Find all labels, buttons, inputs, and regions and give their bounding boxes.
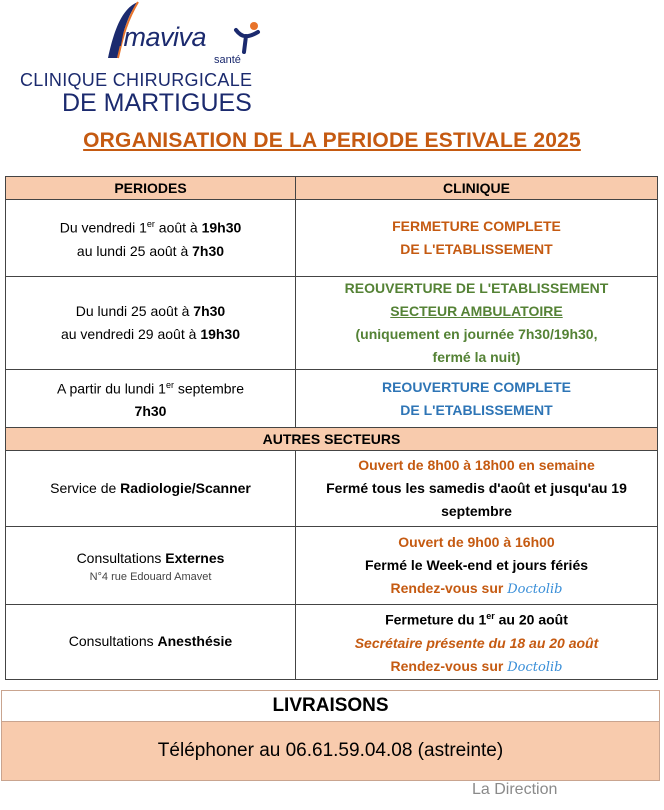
clinic-cell <box>296 200 658 277</box>
hours-text: septembre <box>441 503 512 519</box>
superscript: er <box>146 219 155 230</box>
service-name: Radiologie/Scanner <box>120 480 251 496</box>
header-periodes: PERIODES <box>6 177 296 200</box>
signature: La Direction <box>472 781 558 798</box>
hours-text: Ouvert de 9h00 à 16h00 <box>398 533 555 550</box>
table-row <box>6 277 658 370</box>
secretary-text: Secrétaire présente du 18 au 20 août <box>354 634 599 651</box>
clinic-cell <box>296 277 658 370</box>
table-row <box>6 200 658 277</box>
period-text: Du lundi 25 août à <box>75 303 194 319</box>
hours-text: Fermé tous les samedis d'août et jusqu'au 19 <box>326 480 627 496</box>
period-cell <box>6 277 296 370</box>
service-label: Consultations <box>76 550 166 566</box>
status-text: (uniquement en journée 7h30/19h30, <box>355 326 598 342</box>
service-cell <box>6 451 296 527</box>
period-text: septembre <box>173 380 245 397</box>
status-text: FERMETURE COMPLETE <box>392 218 561 234</box>
hours-text: Ouvert de 8h00 à 18h00 en semaine <box>358 457 595 473</box>
service-label: Consultations <box>68 633 158 650</box>
period-time: 7h30 <box>192 242 225 259</box>
table-row <box>6 605 658 680</box>
table-row <box>6 451 658 527</box>
status-text: SECTEUR AMBULATOIRE <box>390 303 563 319</box>
status-text: fermé la nuit) <box>432 349 521 365</box>
service-cell <box>6 527 296 605</box>
doctolib-link[interactable]: Doctolib <box>507 659 563 675</box>
superscript: er <box>486 611 495 621</box>
status-text: REOUVERTURE COMPLETE <box>381 378 571 395</box>
table-row <box>6 527 658 605</box>
status-text: REOUVERTURE DE L'ETABLISSEMENT <box>344 280 609 296</box>
appointment-text: Rendez-vous sur <box>390 579 508 596</box>
service-address: N°4 rue Edouard Amavet <box>89 571 212 583</box>
service-cell <box>6 605 296 680</box>
livraisons-phone: Téléphoner au 06.61.59.04.08 (astreinte) <box>2 722 659 780</box>
period-time: 7h30 <box>134 403 167 420</box>
period-cell <box>6 370 296 428</box>
autres-secteurs-header: AUTRES SECTEURS <box>6 428 658 451</box>
period-text: Du vendredi 1 <box>59 219 147 236</box>
clinic-logo <box>18 0 258 120</box>
period-time: 7h30 <box>193 303 226 319</box>
header-clinique: CLINIQUE <box>296 177 658 200</box>
period-text: A partir du lundi 1 <box>56 380 166 397</box>
service-name: Anesthésie <box>157 633 233 650</box>
hours-text: Fermeture du 1 <box>385 611 487 628</box>
logo-sante: santé <box>214 54 241 66</box>
clinic-cell <box>296 370 658 428</box>
livraisons-title: LIVRAISONS <box>2 691 659 722</box>
appointment-text: Rendez-vous sur <box>390 657 508 674</box>
period-text: au vendredi 29 août à <box>60 326 201 342</box>
hours-text: au 20 août <box>494 611 568 628</box>
livraisons-box <box>1 690 660 781</box>
service-label: Service de <box>50 480 121 496</box>
period-text: au lundi 25 août à <box>76 242 193 259</box>
period-cell <box>6 200 296 277</box>
period-time: 19h30 <box>200 326 241 342</box>
logo-line2: DE MARTIGUES <box>62 89 252 117</box>
table-header-row <box>6 177 658 200</box>
hours-cell <box>296 527 658 605</box>
status-text: DE L'ETABLISSEMENT <box>400 401 553 418</box>
status-text: DE L'ETABLISSEMENT <box>400 241 553 257</box>
period-time: 19h30 <box>201 219 242 236</box>
table-row <box>6 370 658 428</box>
section-header-row <box>6 428 658 451</box>
superscript: er <box>165 379 174 390</box>
doctolib-link[interactable]: Doctolib <box>507 581 563 597</box>
hours-text: Fermé le Week-end et jours fériés <box>364 556 589 573</box>
hours-cell <box>296 605 658 680</box>
logo-brand: lmaviva <box>118 22 207 52</box>
hours-cell <box>296 451 658 527</box>
page-title: ORGANISATION DE LA PERIODE ESTIVALE 2025 <box>83 129 581 152</box>
service-name: Externes <box>165 550 225 566</box>
period-text: août à <box>154 219 202 236</box>
logo-person-icon <box>232 20 262 54</box>
logo-line1: CLINIQUE CHIRURGICALE <box>20 70 253 90</box>
schedule-table <box>5 176 658 680</box>
